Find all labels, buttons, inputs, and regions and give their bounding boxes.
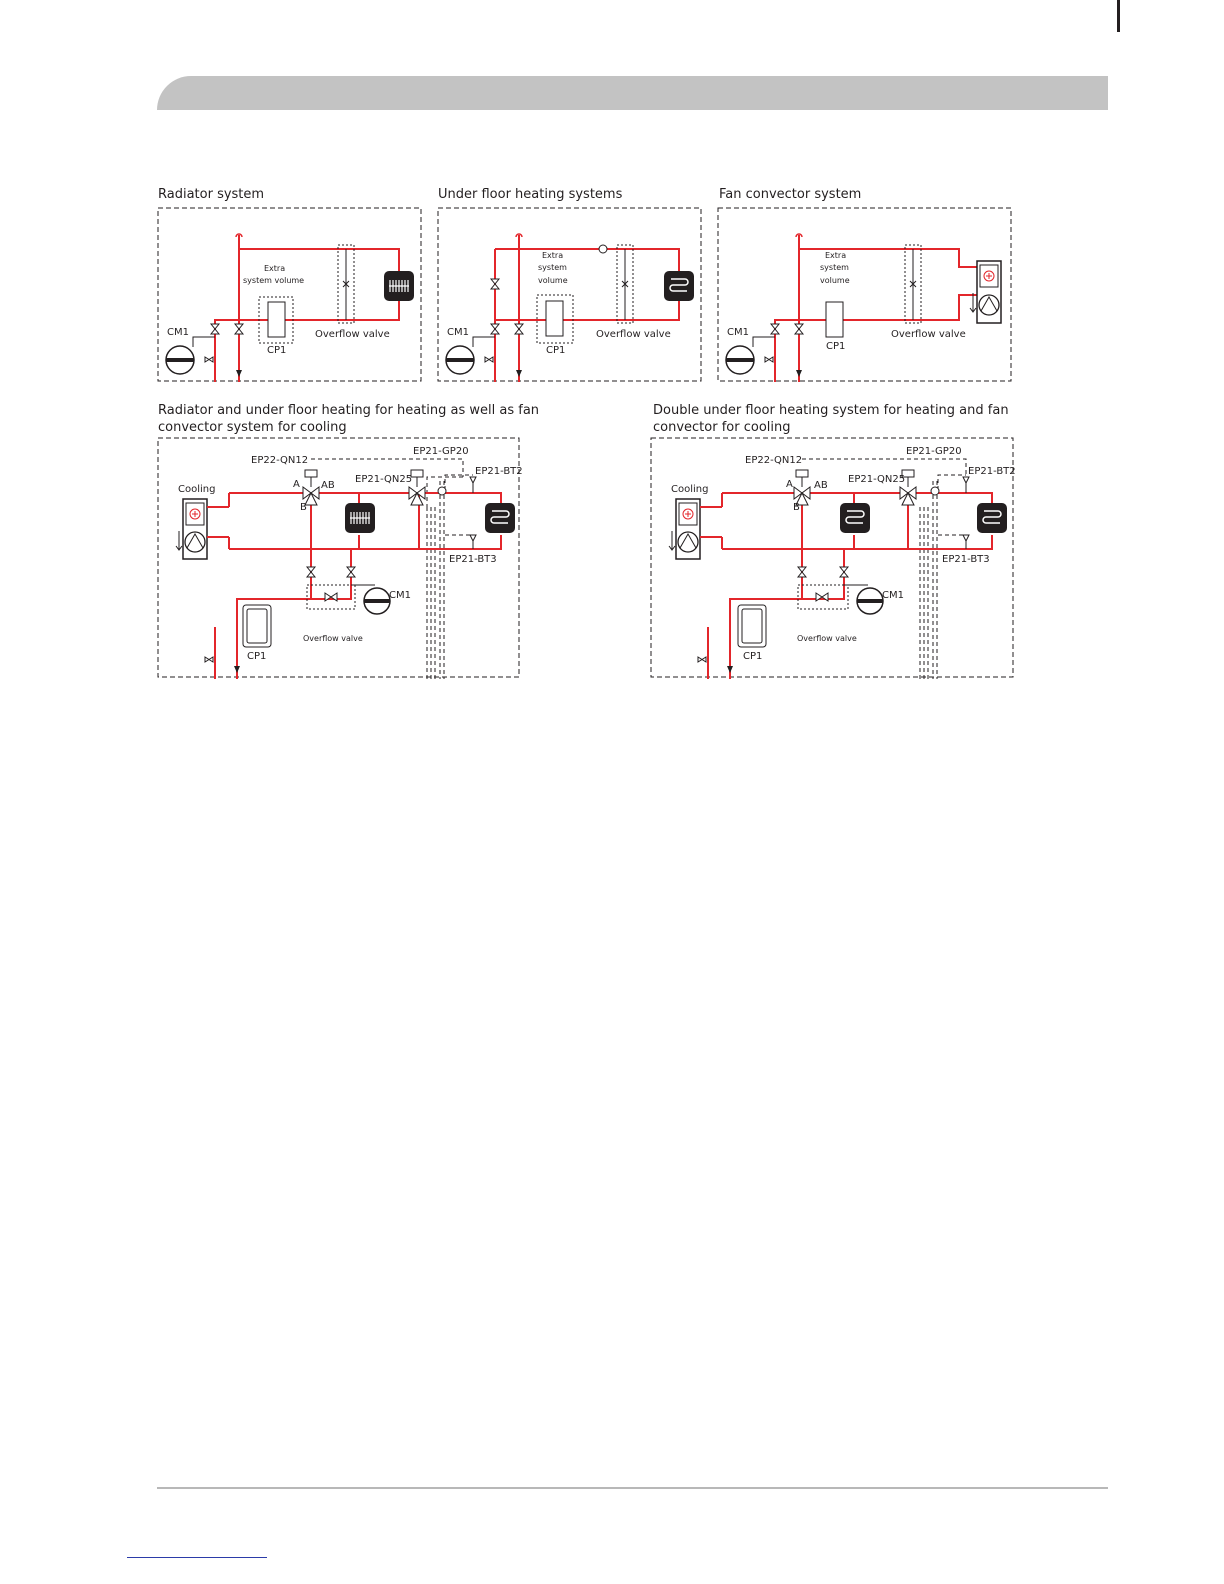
svg-text:CP1: CP1	[247, 651, 267, 662]
fan-convector-icon	[970, 261, 1001, 323]
svg-text:CP1: CP1	[826, 341, 846, 352]
svg-text:Overflow valve: Overflow valve	[797, 634, 857, 643]
svg-text:EP22-QN12: EP22-QN12	[745, 455, 803, 466]
caption-combo-line1: Radiator and under floor heating for heating as well as fan	[158, 403, 540, 418]
underfloor-heating-icon	[840, 503, 870, 533]
double-underfloor-cooling-diagram	[650, 437, 1016, 679]
svg-text:system volume: system volume	[243, 276, 305, 285]
svg-text:B: B	[793, 502, 800, 513]
svg-text:AB: AB	[814, 480, 828, 491]
svg-text:Overflow valve: Overflow valve	[315, 329, 390, 340]
svg-text:Extra: Extra	[264, 264, 286, 273]
svg-text:system: system	[820, 263, 849, 272]
footer-divider	[157, 1487, 1108, 1489]
caption-fan-convector-system: Fan convector system	[719, 187, 862, 202]
svg-text:B: B	[300, 502, 307, 513]
underfloor-heating-icon	[485, 503, 515, 533]
svg-text:EP21-BT2: EP21-BT2	[968, 466, 1016, 477]
svg-text:CP1: CP1	[267, 345, 287, 356]
svg-text:Overflow valve: Overflow valve	[303, 634, 363, 643]
fan-convector-icon	[669, 499, 700, 559]
radiator-system-diagram	[157, 207, 423, 383]
caption-combo-line2: convector system for cooling	[158, 420, 347, 435]
fan-convector-system-diagram	[717, 207, 1013, 383]
svg-text:EP21-QN25: EP21-QN25	[848, 474, 906, 485]
svg-text:Overflow valve: Overflow valve	[596, 329, 671, 340]
fan-convector-icon	[176, 499, 207, 559]
svg-text:volume: volume	[538, 276, 568, 285]
svg-text:system: system	[538, 263, 567, 272]
caption-underfloor-system: Under floor heating systems	[438, 187, 623, 202]
svg-text:CP1: CP1	[743, 651, 763, 662]
svg-text:CP1: CP1	[546, 345, 566, 356]
underfloor-heating-icon	[977, 503, 1007, 533]
svg-text:CM1: CM1	[167, 327, 189, 338]
svg-text:EP21-BT3: EP21-BT3	[942, 554, 990, 565]
svg-text:Cooling: Cooling	[178, 484, 216, 495]
svg-text:EP21-QN25: EP21-QN25	[355, 474, 413, 485]
svg-text:volume: volume	[820, 276, 850, 285]
svg-text:AB: AB	[321, 480, 335, 491]
svg-text:CM1: CM1	[447, 327, 469, 338]
caption-radiator-system: Radiator system	[158, 187, 265, 202]
combined-heating-cooling-diagram	[157, 437, 521, 679]
svg-text:EP21-GP20: EP21-GP20	[906, 446, 962, 457]
svg-text:EP21-GP20: EP21-GP20	[413, 446, 469, 457]
svg-text:Extra: Extra	[825, 251, 847, 260]
svg-text:CM1: CM1	[882, 590, 904, 601]
svg-text:EP21-BT3: EP21-BT3	[449, 554, 497, 565]
caption-double-line1: Double under floor heating system for heating and fan	[653, 403, 1009, 418]
svg-text:EP22-QN12: EP22-QN12	[251, 455, 309, 466]
svg-text:A: A	[293, 479, 300, 490]
svg-text:EP21-BT2: EP21-BT2	[475, 466, 523, 477]
footer-link-underline[interactable]	[127, 1557, 267, 1558]
caption-double-line2: convector for cooling	[653, 420, 791, 435]
svg-text:Overflow valve: Overflow valve	[891, 329, 966, 340]
svg-text:A: A	[786, 479, 793, 490]
underfloor-system-diagram	[437, 207, 703, 383]
svg-text:Extra: Extra	[542, 251, 564, 260]
svg-text:CM1: CM1	[389, 590, 411, 601]
svg-text:CM1: CM1	[727, 327, 749, 338]
underfloor-heating-icon	[664, 271, 694, 301]
section-header-bar	[157, 76, 1108, 110]
page-edge-marker	[1117, 0, 1120, 32]
svg-text:Cooling: Cooling	[671, 484, 709, 495]
